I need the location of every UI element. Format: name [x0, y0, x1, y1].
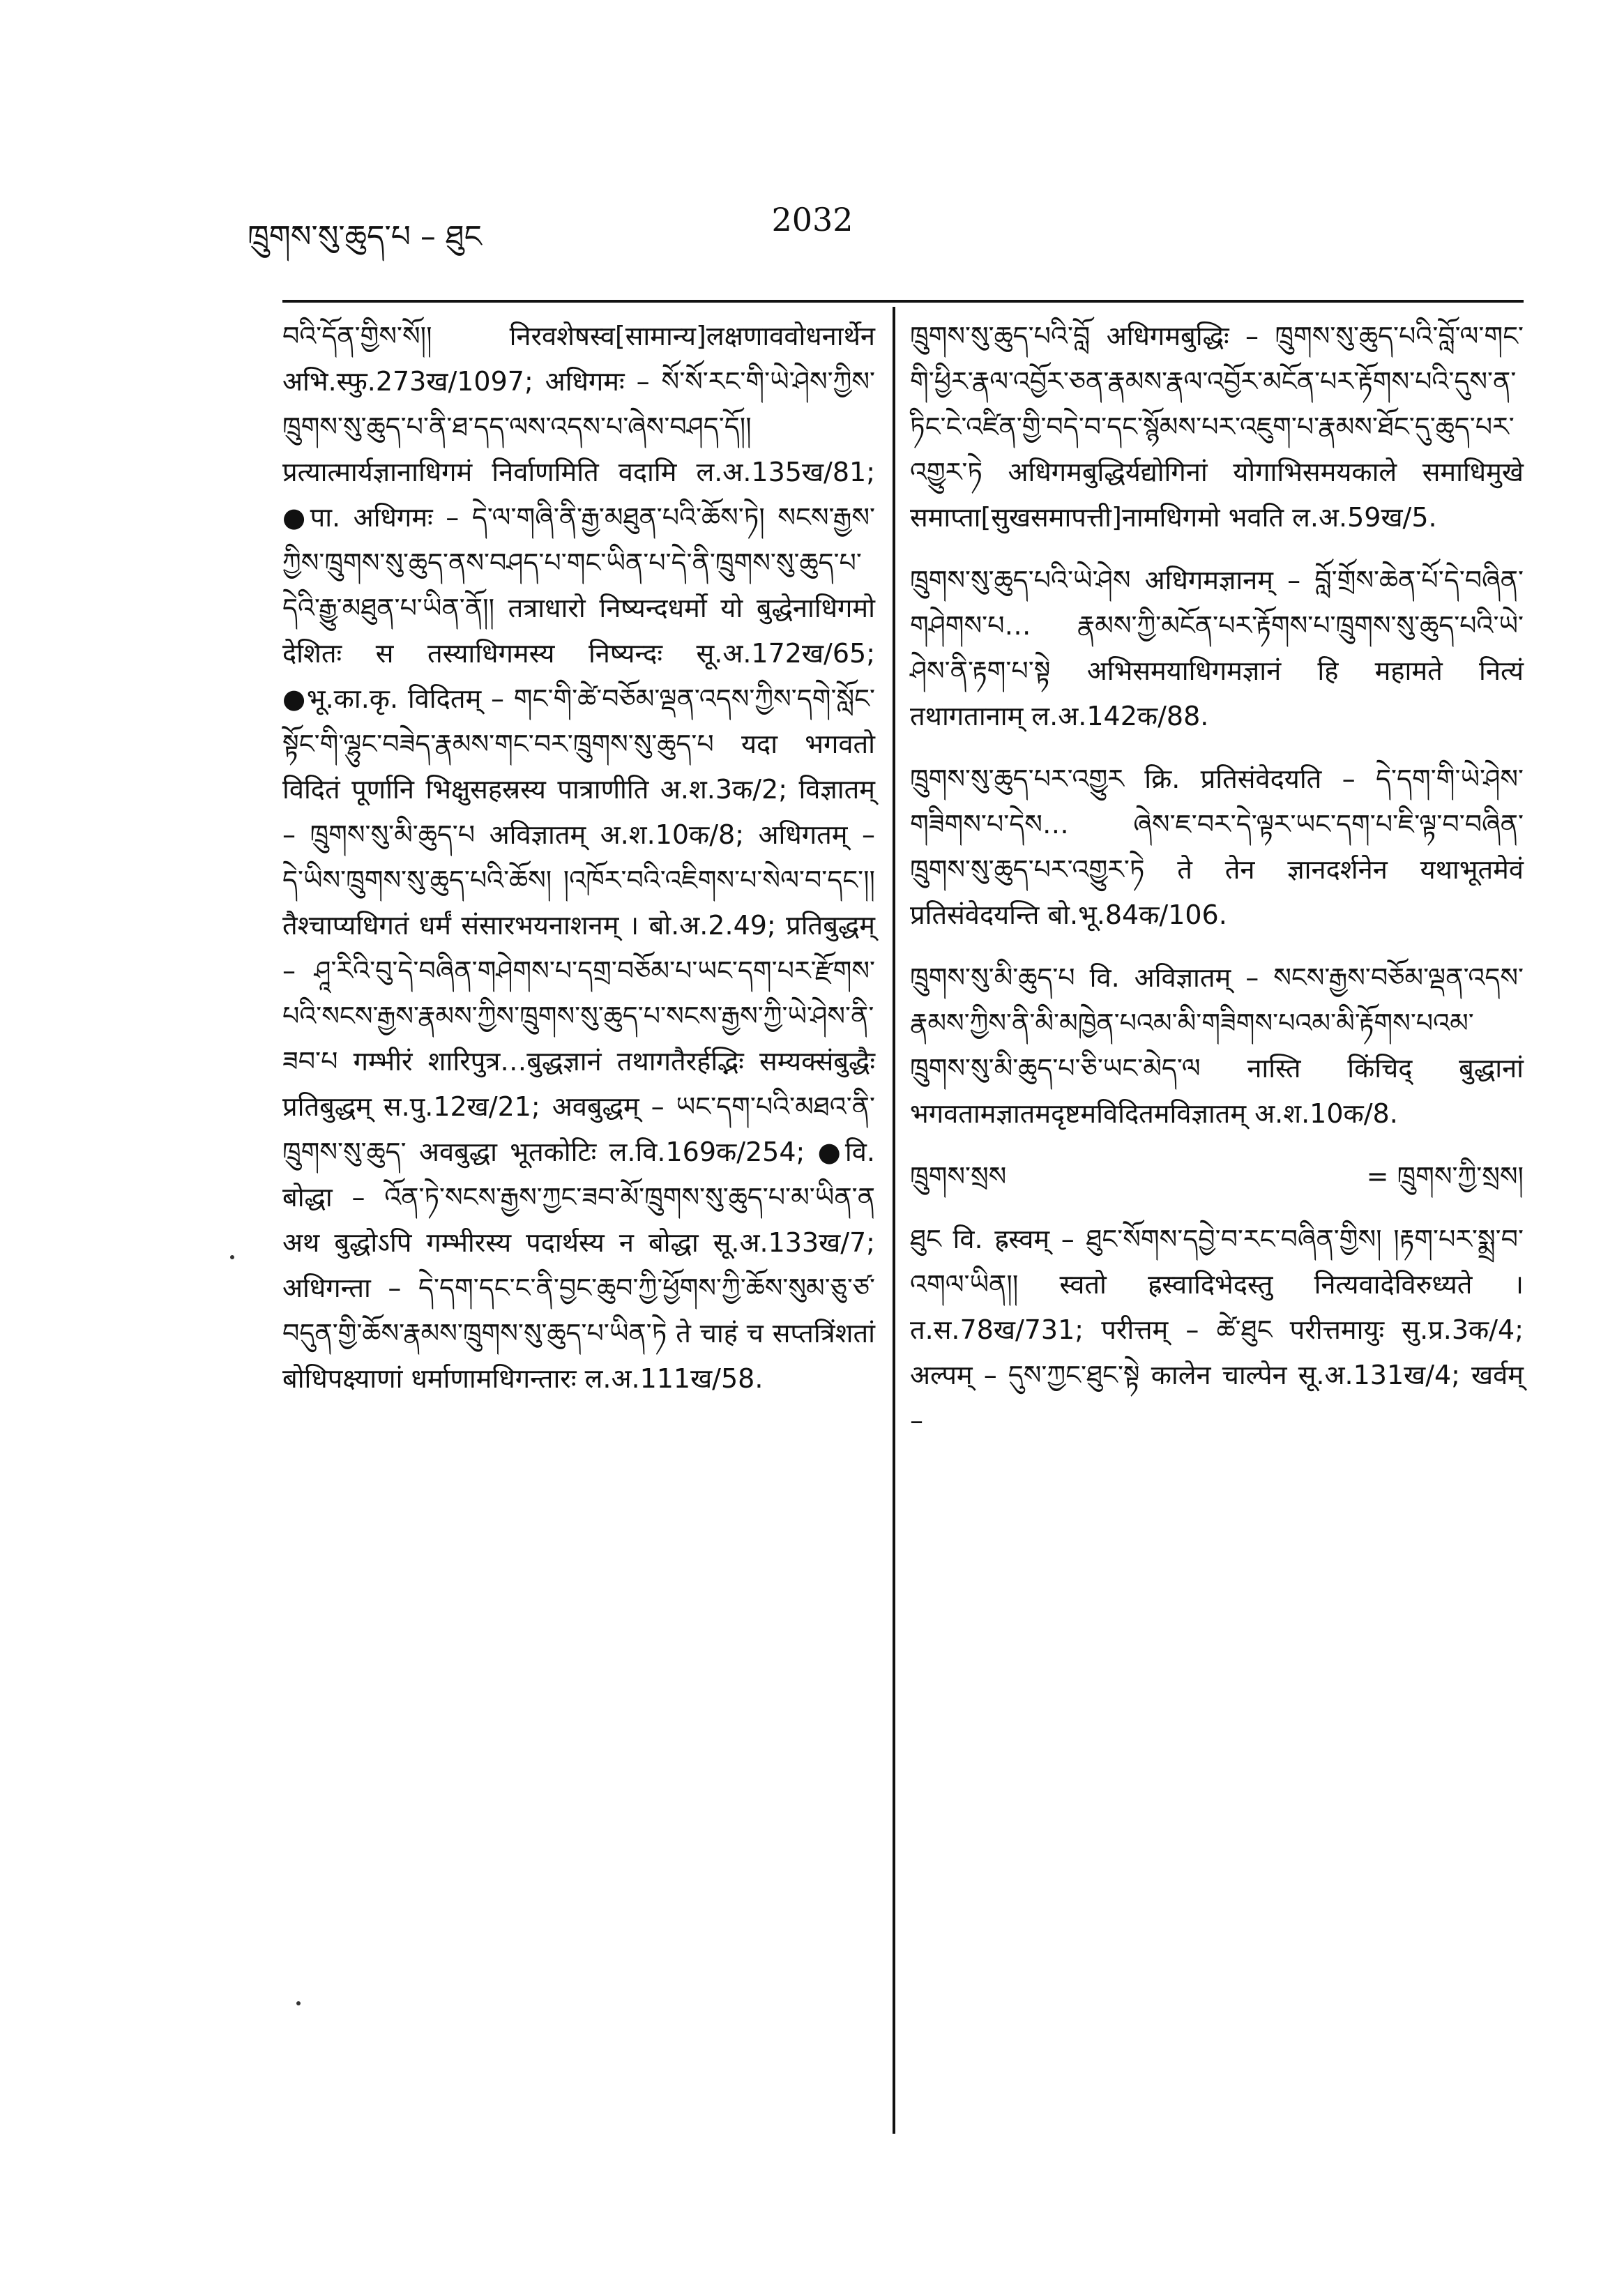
- entry-text: अधिगमज्ञानम् – བློ་གྲོས་ཆེན་པོ་དེ་བཞིན་གཤེགས་པ… རྣམས་ཀྱི་མངོན་པར་རྟོགས་པ་ཁྲུགས་སུ་ཆུད་པའི་ཡེ་ཤེས་ནི་རྟག་པ་སྟེ अभिसमयाधिगमज्ञानं हि महामते नित्यं तथागतानाम् ल.अ.142क/88.: [910, 565, 1524, 731]
- crossref-term: ཁྲུགས་སྲས: [910, 1161, 1007, 1192]
- entry-lemma: ཁྲུགས་སུ་ཆུད་པར་འགྱུར: [910, 764, 1124, 794]
- entry-text: वि. अविज्ञातम् – སངས་རྒྱས་བཅོམ་ལྡན་འདས་རྣམས་ཀྱིས་ནི་མི་མཁྱེན་པའམ་མི་གཟིགས་པའམ་མི་རྟོགས་པའམ་ཁྲུགས་སུ་མི་ཆུད་པ་ཅི་ཡང་མེད་ལ नास्ति किंचिद् बुद्धानां भगवतामज्ञातमदृष्टमविदितमविज्ञातम् अ.श.10क/8.: [910, 962, 1524, 1129]
- entry-hrasvam: [910, 1217, 1524, 1443]
- scan-speck: [296, 2001, 301, 2005]
- entry-text: अधिगमबुद्धिः – ཁྲུགས་སུ་ཆུད་པའི་བློ་ལ་གང་གི་ཕྱིར་རྣལ་འབྱོར་ཅན་རྣམས་རྣལ་འབྱོར་མངོན་པར་རྟོགས་པའི་དུས་ན་ཏིང་ངེ་འཛིན་གྱི་བདེ་བ་དང་སྙོམས་པར་འཇུག་པ་རྣམས་ཐོང་དུ་ཆུད་པར་འགྱུར་ཏེ अधिगमबुद्धिर्यद्योगिनां योगाभिसमयकाले समाधिमुखे समाप्ता[सुखसमापत्ती]नामधिगमो भवति ल.अ.59ख/5.: [910, 321, 1524, 533]
- entry-text: वि. ह्रस्वम् – ཐུང་སོགས་དབྱེ་བ་རང་བཞིན་གྱིས། །རྟག་པར་སྨྲ་བ་འགལ་ཡིན།། स्वतो ह्रस्वादिभेदस्तु नित्यवादेविरुध्यते । त.स.78ख/731; परीत्तम् – ཚེ་ཐུང परीत्तमायुः सु.प्र.3क/4; अल्पम् – དུས་ཀྱང་ཐུང་སྟེ कालेन चाल्पेन सू.अ.131ख/4; खर्वम् –: [910, 1224, 1524, 1436]
- entry-adhigamajnana: [910, 558, 1524, 739]
- header-rule: [282, 300, 1524, 303]
- entry-adhigamabuddhi: [910, 314, 1524, 540]
- right-column: [910, 314, 1524, 1461]
- left-column-text: བའི་དོན་གྱིས་སོ།། निरवशेषस्व[सामान्य]लक्षणाववोधनार्थेन अभि.स्फु.273ख/1097; अधिगमः – སོ་སོ་རང་གི་ཡེ་ཤེས་ཀྱིས་ཁྲུགས་སུ་ཆུད་པ་ནི་ཐ་དད་ལས་འདས་པ་ཞེས་བཤད་དོ།། प्रत्यात्मार्यज्ञानाधिगमं निर्वाणमिति वदामि ल.अ.135ख/81; ●पा. अधिगमः – དེ་ལ་གཞི་ནི་རྒྱ་མཐུན་པའི་ཆོས་ཏེ། སངས་རྒྱས་ཀྱིས་ཁྲུགས་སུ་ཆུད་ནས་བཤད་པ་གང་ཡིན་པ་དེ་ནི་ཁྲུགས་སུ་ཆུད་པ་དེའི་རྒྱུ་མཐུན་པ་ཡིན་ནོ།། तत्राधारो निष्यन्दधर्मो यो बुद्धेनाधिगमो देशितः स तस्याधिगमस्य निष्यन्दः सू.अ.172ख/65; ●भू.का.कृ. विदितम् – གང་གི་ཚེ་བཅོམ་ལྡན་འདས་ཀྱིས་དགེ་སློང་སྟོང་གི་ལྷུང་བཟེད་རྣམས་གང་བར་ཁྲུགས་སུ་ཆུད་པ यदा भगवतो विदितं पूर्णानि भिक्षुसहस्रस्य पात्राणीति अ.श.3क/2; विज्ञातम् – ཁྲུགས་སུ་མི་ཆུད་པ अविज्ञातम् अ.श.10क/8; अधिगतम् – དེ་ཡིས་ཁྲུགས་སུ་ཆུད་པའི་ཆོས། །འཁོར་བའི་འཇིགས་པ་སེལ་བ་དང་།། तैश्चाप्यधिगतं धर्मं संसारभयनाशनम् । बो.अ.2.49; प्रतिबुद्धम् – ཤཱ་རིའི་བུ་དེ་བཞིན་གཤེགས་པ་དགྲ་བཅོམ་པ་ཡང་དག་པར་རྫོགས་པའི་སངས་རྒྱས་རྣམས་ཀྱིས་ཁྲུགས་སུ་ཆུད་པ་སངས་རྒྱས་ཀྱི་ཡེ་ཤེས་ནི་ཟབ་པ गम्भीरं शारिपुत्र…बुद्धज्ञानं तथागतैरर्हद्भिः सम्यक्संबुद्धैः प्रतिबुद्धम् स.पु.12ख/21; अवबुद्धम् – ཡང་དག་པའི་མཐའ་ནི་ཁྲུགས་སུ་ཆུད་ अवबुद्धा भूतकोटिः ल.वि.169क/254; ●वि. बोद्धा – འོན་ཏེ་སངས་རྒྱས་ཀྱང་ཟབ་མོ་ཁྲུགས་སུ་ཆུད་པ་མ་ཡིན་ན अथ बुद्धोऽपि गम्भीरस्य पदार्थस्य न बोद्धा सू.अ.133ख/7; अधिगन्ता – དེ་དག་དང་ང་ནི་བྱང་ཆུབ་ཀྱི་ཕྱོགས་ཀྱི་ཆོས་སུམ་ཅུ་ཙ་བདུན་གྱི་ཆོས་རྣམས་ཁྲུགས་སུ་ཆུད་པ་ཡིན་ཏེ ते चाहं च सप्तत्रिंशतां बोधिपक्ष्याणां धर्माणामधिगन्तारः ल.अ.111ख/58.: [282, 321, 875, 1394]
- column-divider: [893, 307, 895, 2134]
- entry-text: क्रि. प्रतिसंवेदयति – དེ་དག་གི་ཡེ་ཤེས་གཟིགས་པ་དེས… ཞེས་ཇ་བར་དེ་ལྟར་ཡང་དག་པ་ཇི་ལྟ་བ་བཞིན་ཁྲུགས་སུ་ཆུད་པར་འགྱུར་ཏེ ते तेन ज्ञानदर्शनेन यथाभूतमेवं प्रतिसंवेदयन्ति बो.भू.84क/106.: [910, 764, 1524, 930]
- entry-pratisamvedayati: [910, 757, 1524, 938]
- entry-lemma: ཁྲུགས་སུ་མི་ཆུད་པ: [910, 962, 1075, 993]
- scan-speck: [230, 1255, 234, 1259]
- entry-lemma: ཁྲུགས་སུ་ཆུད་པའི་ཡེ་ཤེས: [910, 565, 1131, 595]
- entry-lemma: ཐུང: [910, 1224, 941, 1254]
- crossref-entry: [910, 1154, 1524, 1199]
- entry-lemma: ཁྲུགས་སུ་ཆུད་པའི་བློ: [910, 321, 1091, 351]
- crossref-target: = ཁྲུགས་ཀྱི་སྲས།: [1366, 1161, 1524, 1192]
- page-number: 2032: [771, 201, 853, 238]
- left-column: [282, 314, 875, 1402]
- entry-avijnatam: [910, 955, 1524, 1137]
- running-head: ཁྲུགས་སུ་ཆུད་པ – ཐུང: [248, 219, 482, 255]
